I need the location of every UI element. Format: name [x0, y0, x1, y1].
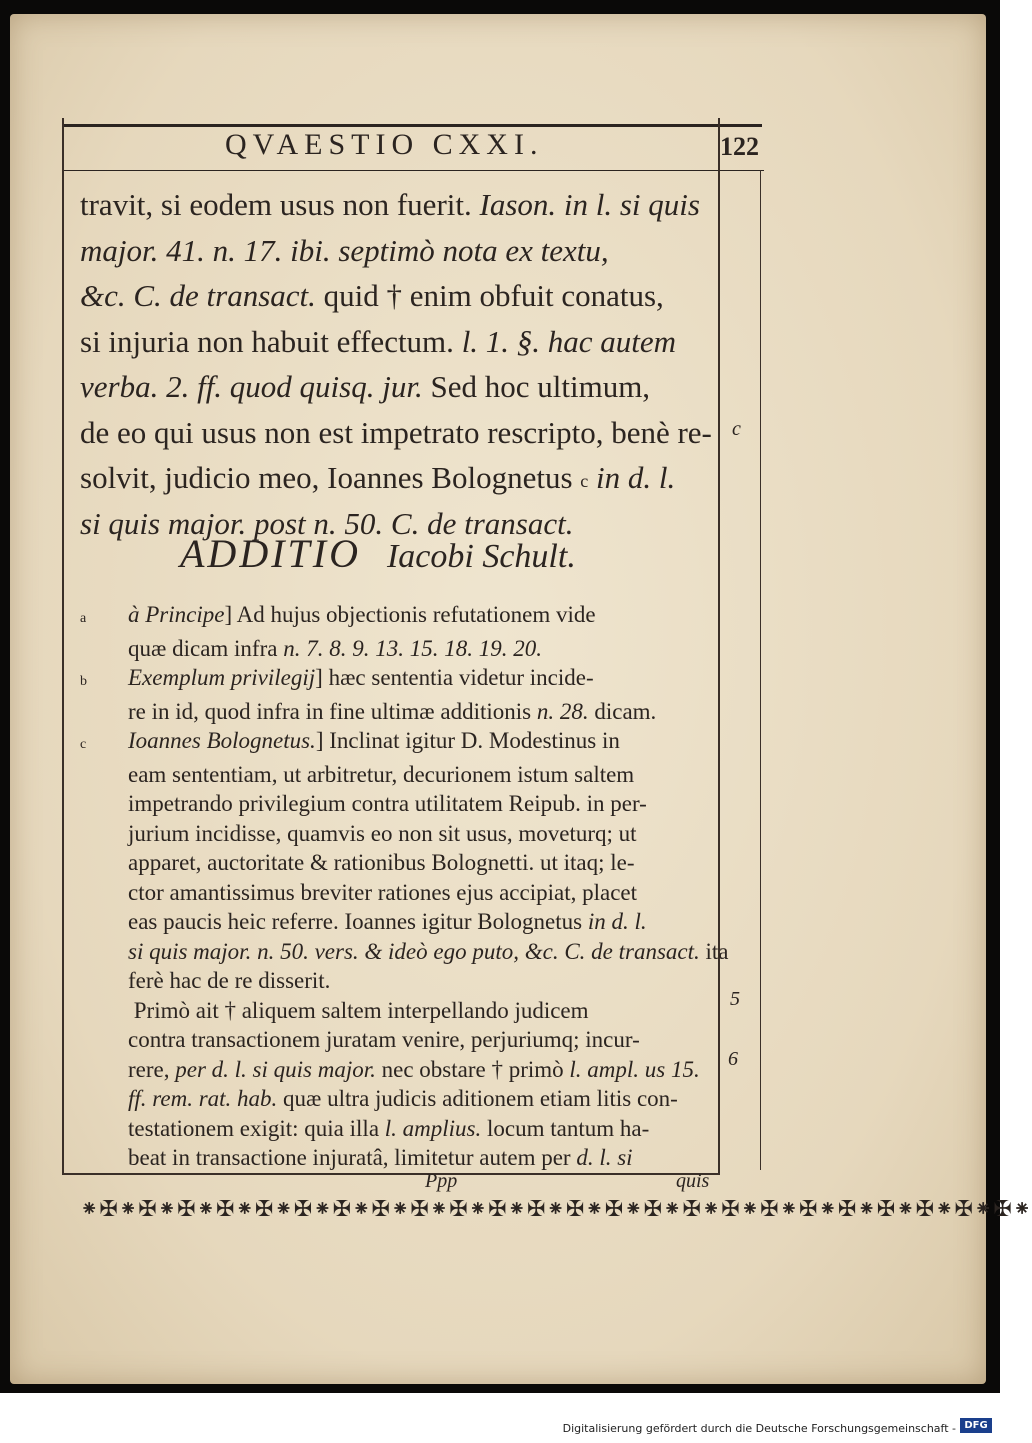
margin-letter-c: c	[732, 418, 741, 440]
addition-title: ADDITIO	[180, 531, 361, 576]
margin-rule	[760, 170, 761, 1170]
margin-number-6: 6	[728, 1048, 738, 1070]
text-segment: ff. rem. rat. hab.	[128, 1086, 278, 1111]
annotation-line	[80, 663, 708, 697]
text-segment: n. 28.	[536, 698, 589, 724]
text-segment: apparet, auctoritate & rationibus Bolognetti. ut itaq; le-	[128, 850, 635, 875]
text-segment: Exemplum privilegij	[128, 665, 316, 690]
annotation-line	[80, 634, 708, 664]
annotation-text	[80, 600, 729, 1173]
text-segment: per d. l. si quis major.	[175, 1056, 376, 1082]
text-segment: si quis major. n. 50. vers. & ideò ego puto, &c. C. de transact.	[128, 938, 700, 964]
annotation-line	[80, 697, 708, 727]
text-segment: dicam.	[588, 698, 657, 724]
text-segment: Ioannes Bolognetus.	[128, 728, 316, 753]
text-segment: re in id, quod infra in fine ultimæ additionis	[128, 698, 537, 724]
text-segment: in d. l.	[587, 909, 647, 934]
text-segment: eam sententiam, ut arbitretur, decurionem istum saltem	[128, 761, 635, 787]
text-line: si quis major. post n. 50. C. de transact.	[80, 505, 574, 541]
text-segment: quæ dicam infra	[128, 635, 284, 661]
text-line: solvit, judicio meo, Ioannes Bolognetus $^c$ in d. l.	[80, 460, 676, 495]
annotation-line	[80, 819, 708, 849]
catchword: quis	[676, 1170, 710, 1192]
text-line: si injuria non habuit effectum. l. 1. §. hac autem	[80, 323, 677, 359]
annotation-line	[80, 848, 708, 878]
text-segment: locum tantum ha-	[481, 1115, 650, 1141]
annotation-line	[80, 878, 708, 908]
signature-mark: Ppp	[425, 1170, 458, 1192]
annotation-line	[80, 937, 729, 967]
text-segment: testationem exigit: quia illa	[128, 1115, 385, 1141]
text-segment: d. l. si	[576, 1145, 633, 1170]
text-segment: jurium incidisse, quamvis eo non sit usus, moveturq; ut	[128, 820, 637, 846]
annotation-line	[80, 600, 708, 634]
text-segment: nec obstare † primò	[375, 1056, 570, 1082]
text-segment: ctor amantissimus breviter rationes ejus accipiat, placet	[128, 879, 638, 905]
text-segment: à Principe	[128, 602, 225, 627]
annotation-line	[80, 726, 708, 760]
text-segment: ita	[699, 938, 729, 964]
addition-heading	[180, 530, 576, 577]
text-line: travit, si eodem usus non fuerit. Iason. in l. si quis	[80, 187, 700, 222]
annotation-line	[80, 760, 708, 790]
main-text	[80, 182, 712, 546]
running-head: QVAESTIO CXXI.	[225, 128, 544, 161]
annotation-line	[80, 1114, 708, 1144]
annotation-line	[80, 996, 708, 1026]
annotation-line	[80, 1055, 708, 1085]
text-segment: l. amplius.	[384, 1115, 482, 1141]
annotation-line	[80, 1025, 708, 1055]
text-line: &c. C. de transact. quid † enim obfuit conatus,	[80, 278, 664, 313]
text-line: verba. 2. ff. quod quisq. jur. Sed hoc ultimum,	[80, 369, 651, 404]
annotation-line	[80, 1143, 708, 1173]
annotation-line	[80, 907, 708, 937]
text-segment: ferè hac de re disserit.	[128, 968, 331, 993]
text-segment: eas paucis heic referre. Ioannes igitur Bolognetus	[128, 909, 588, 934]
text-segment: ] hæc sententia videtur incide-	[315, 665, 594, 690]
footer-bar	[0, 1393, 1000, 1443]
ornament-border: ⁕✠⁕✠⁕✠⁕✠⁕✠⁕✠⁕✠⁕✠⁕✠⁕✠⁕✠⁕✠⁕✠⁕✠⁕✠⁕✠⁕✠⁕✠⁕✠⁕✠⁕✠⁕✠⁕✠⁕✠⁕	[80, 1196, 1032, 1221]
note-label: b	[80, 674, 87, 689]
note-label: c	[80, 737, 87, 752]
text-segment: beat in transactione injuratâ, limitetur autem per	[128, 1145, 577, 1170]
text-segment: impetrando privilegium contra utilitatem Reipub. in per-	[128, 791, 647, 816]
page-number: 122	[720, 132, 759, 161]
margin-number-5: 5	[730, 988, 740, 1010]
text-segment: ] Inclinat igitur D. Modestinus in	[315, 728, 620, 753]
text-segment: Primò ait † aliquem saltem interpellando judicem	[128, 997, 589, 1023]
annotation-line	[80, 1084, 708, 1114]
text-segment: ] Ad hujus objectionis refutationem vide	[224, 602, 596, 627]
dfg-logo: DFG	[960, 1418, 992, 1433]
text-segment: rere,	[128, 1056, 176, 1082]
annotation-line	[80, 966, 708, 996]
text-segment: quæ ultra judicis aditionem etiam litis con-	[277, 1086, 678, 1111]
text-line: de eo qui usus non est impetrato rescripto, benè re-	[80, 414, 712, 450]
text-segment: contra transactionem juratam venire, perjuriumq; incur-	[128, 1027, 640, 1052]
text-segment: n. 7. 8. 9. 13. 15. 18. 19. 20.	[283, 635, 542, 661]
text-line: major. 41. n. 17. ibi. septimò nota ex textu,	[80, 232, 609, 268]
funding-notice: Digitalisierung gefördert durch die Deutsche Forschungsgemeinschaft -	[562, 1422, 956, 1435]
annotation-line	[80, 789, 708, 819]
addition-author: Iacobi Schult.	[386, 538, 576, 575]
text-segment: l. ampl. us 15.	[569, 1056, 700, 1082]
note-label: a	[80, 611, 87, 626]
